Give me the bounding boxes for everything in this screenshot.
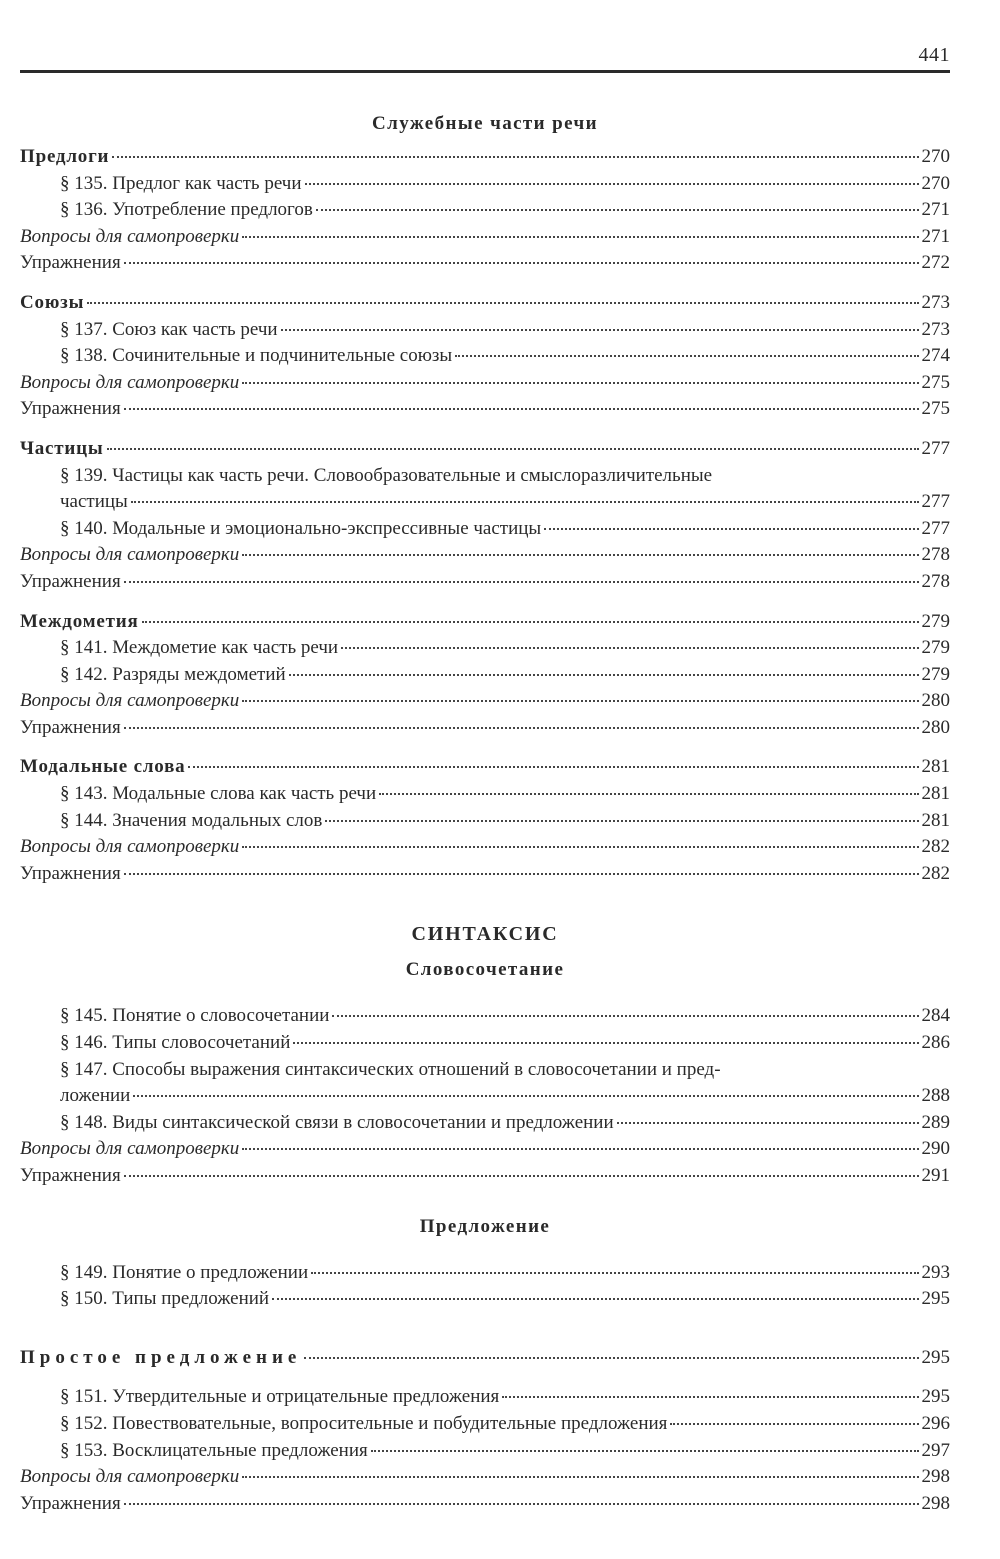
toc-entry-exercises[interactable] — [20, 1491, 950, 1518]
entry-page: 282 — [921, 862, 950, 884]
entry-title: ложении — [60, 1085, 131, 1107]
dot-leader — [124, 408, 919, 410]
dot-leader — [272, 1298, 918, 1300]
toc-entry-exercises[interactable] — [20, 1163, 950, 1190]
entry-page: 272 — [921, 252, 950, 274]
dot-leader — [242, 846, 918, 848]
dot-leader — [281, 329, 919, 331]
entry-title: Вопросы для самопроверки — [20, 690, 240, 712]
entry-title: § 142. Разряды междометий — [60, 663, 286, 685]
entry-title: Частицы — [20, 437, 104, 459]
entry-title: § 145. Понятие о словосочетании — [60, 1005, 330, 1027]
dot-leader — [289, 674, 919, 676]
entry-page: 298 — [921, 1492, 950, 1514]
dot-leader — [304, 1357, 918, 1359]
header-rule — [20, 70, 950, 73]
entry-title: Вопросы для самопроверки — [20, 371, 240, 393]
toc-entry[interactable] — [20, 781, 950, 808]
toc-entry[interactable] — [20, 343, 950, 370]
entry-title: Упражнения — [20, 398, 121, 420]
dot-leader — [325, 820, 918, 822]
entry-page: 288 — [921, 1085, 950, 1107]
toc-entry-questions[interactable] — [20, 370, 950, 397]
page-number: 441 — [918, 44, 950, 66]
dot-leader — [124, 581, 919, 583]
dot-leader — [544, 528, 918, 530]
dot-leader — [107, 448, 919, 450]
entry-page: 289 — [921, 1111, 950, 1133]
toc-entry[interactable] — [20, 808, 950, 835]
entry-page: 271 — [921, 225, 950, 247]
entry-title: § 137. Союз как часть речи — [60, 318, 278, 340]
entry-page: 295 — [921, 1386, 950, 1408]
entry-title: § 153. Восклицательные предложения — [60, 1439, 368, 1461]
entry-title: Междометия — [20, 610, 139, 632]
entry-page: 293 — [921, 1261, 950, 1283]
entry-title: Вопросы для самопроверки — [20, 544, 240, 566]
entry-title: Упражнения — [20, 716, 121, 738]
entry-page: 290 — [921, 1138, 950, 1160]
entry-page: 275 — [921, 371, 950, 393]
entry-title: § 138. Сочинительные и подчинительные союзы — [60, 345, 453, 367]
entry-page: 281 — [921, 756, 950, 778]
dot-leader — [124, 262, 919, 264]
entry-title: Союзы — [20, 291, 85, 313]
dot-leader — [142, 621, 919, 623]
dot-leader — [131, 501, 919, 503]
entry-title: § 146. Типы словосочетаний — [60, 1032, 291, 1054]
toc-entry-heading[interactable] — [20, 754, 950, 781]
entry-page: 277 — [921, 437, 950, 459]
toc-entry-questions[interactable] — [20, 1136, 950, 1163]
toc-entry[interactable] — [20, 635, 950, 662]
toc-entry-exercises[interactable] — [20, 396, 950, 423]
table-of-contents — [20, 104, 950, 1517]
dot-leader — [112, 156, 918, 158]
dot-leader — [311, 1272, 918, 1274]
dot-leader — [87, 302, 918, 304]
entry-title-line: § 139. Частицы как часть речи. Словообразовательные и смыслоразличительные — [60, 464, 713, 486]
toc-entry[interactable] — [20, 516, 950, 543]
entry-title: Вопросы для самопроверки — [20, 225, 240, 247]
entry-page: 277 — [921, 491, 950, 513]
dot-leader — [316, 209, 919, 211]
entry-title: § 150. Типы предложений — [60, 1288, 270, 1310]
toc-entry[interactable] — [20, 1411, 950, 1438]
entry-title: Простое предложение — [20, 1346, 302, 1368]
toc-entry-questions[interactable] — [20, 688, 950, 715]
entry-page: 281 — [921, 783, 950, 805]
entry-title: § 141. Междометие как часть речи — [60, 637, 339, 659]
entry-title: Предлоги — [20, 146, 110, 167]
entry-page: 295 — [921, 1346, 950, 1368]
dot-leader — [124, 1175, 919, 1177]
dot-leader — [341, 647, 918, 649]
toc-entry[interactable] — [20, 1438, 950, 1465]
subsection-title: Словосочетание — [405, 959, 565, 981]
entry-page: 279 — [921, 663, 950, 685]
toc-entry[interactable] — [20, 1260, 950, 1287]
toc-entry[interactable] — [20, 197, 950, 224]
entry-title: § 148. Виды синтаксической связи в словосочетании и предложении — [60, 1111, 614, 1133]
entry-page: 277 — [921, 517, 950, 539]
dot-leader — [242, 382, 918, 384]
entry-page: 291 — [921, 1165, 950, 1186]
toc-entry[interactable] — [20, 1003, 950, 1030]
dot-leader — [188, 766, 918, 768]
entry-title: § 143. Модальные слова как часть речи — [60, 783, 377, 805]
entry-title: Вопросы для самопроверки — [20, 1138, 240, 1160]
dot-leader — [242, 1476, 918, 1478]
entry-page: 278 — [921, 544, 950, 566]
dot-leader — [670, 1423, 918, 1425]
entry-title: Вопросы для самопроверки — [20, 1466, 240, 1488]
toc-entry[interactable] — [20, 1030, 950, 1057]
entry-page: 273 — [921, 291, 950, 313]
entry-page: 273 — [921, 318, 950, 340]
dot-leader — [305, 183, 919, 185]
entry-title: Вопросы для самопроверки — [20, 836, 240, 858]
entry-title: Модальные слова — [20, 756, 186, 778]
toc-entry[interactable] — [20, 1286, 950, 1313]
entry-title: частицы — [60, 491, 128, 513]
entry-title: § 149. Понятие о предложении — [60, 1261, 309, 1283]
entry-page: 295 — [921, 1288, 950, 1310]
dot-leader — [455, 355, 918, 357]
entry-page: 296 — [921, 1412, 950, 1434]
entry-title: § 144. Значения модальных слов — [60, 809, 323, 831]
dot-leader — [242, 1148, 918, 1150]
part-title: СИНТАКСИС — [411, 923, 559, 946]
dot-leader — [242, 554, 918, 556]
entry-page: 280 — [921, 716, 950, 738]
entry-title: Упражнения — [20, 570, 121, 592]
dot-leader — [124, 727, 919, 729]
entry-page: 282 — [921, 836, 950, 858]
dot-leader — [379, 793, 918, 795]
toc-entry[interactable] — [20, 317, 950, 344]
toc-entry-questions[interactable] — [20, 1464, 950, 1491]
entry-title: § 140. Модальные и эмоционально-экспрессивные частицы — [60, 517, 542, 539]
entry-page: 279 — [921, 637, 950, 659]
toc-entry-exercises[interactable] — [20, 715, 950, 742]
dot-leader — [332, 1015, 918, 1017]
entry-page: 274 — [921, 345, 950, 367]
dot-leader — [124, 1503, 919, 1505]
toc-entry-questions[interactable] — [20, 834, 950, 861]
dot-leader — [617, 1122, 919, 1124]
entry-page: 271 — [921, 199, 950, 221]
toc-entry[interactable] — [20, 1110, 950, 1137]
entry-title: § 152. Повествовательные, вопросительные и побудительные предложения — [60, 1412, 668, 1434]
entry-title: Упражнения — [20, 1165, 121, 1186]
toc-entry[interactable] — [20, 662, 950, 689]
entry-page: 275 — [921, 398, 950, 420]
entry-page: 280 — [921, 690, 950, 712]
dot-leader — [242, 700, 918, 702]
entry-page: 281 — [921, 809, 950, 831]
toc-entry-heading[interactable] — [20, 609, 950, 636]
toc-entry-questions[interactable] — [20, 224, 950, 251]
entry-title: § 135. Предлог как часть речи — [60, 172, 302, 194]
entry-page: 278 — [921, 570, 950, 592]
toc-entry-exercises[interactable] — [20, 250, 950, 277]
toc-entry-heading[interactable] — [20, 290, 950, 317]
entry-page: 270 — [921, 172, 950, 194]
page-header — [20, 0, 950, 74]
toc-entry-heading[interactable] — [20, 144, 950, 171]
entry-page: 298 — [921, 1466, 950, 1488]
subsection-title: Предложение — [419, 1215, 551, 1237]
dot-leader — [242, 236, 918, 238]
entry-page: 270 — [921, 146, 950, 167]
dot-leader — [133, 1095, 918, 1097]
dot-leader — [502, 1396, 918, 1398]
entry-title-line: § 147. Способы выражения синтаксических отношений в словосочетании и пред- — [60, 1058, 721, 1080]
dot-leader — [293, 1042, 918, 1044]
toc-entry[interactable] — [20, 1083, 950, 1110]
entry-title: Упражнения — [20, 252, 121, 274]
entry-page: 279 — [921, 610, 950, 632]
dot-leader — [371, 1450, 919, 1452]
toc-entry-exercises[interactable] — [20, 569, 950, 596]
entry-title: § 136. Употребление предлогов — [60, 199, 313, 221]
dot-leader — [124, 873, 919, 875]
toc-entry[interactable] — [20, 171, 950, 198]
toc-entry-questions[interactable] — [20, 542, 950, 569]
entry-title: § 151. Утвердительные и отрицательные предложения — [60, 1386, 500, 1408]
entry-page: 284 — [921, 1005, 950, 1027]
toc-entry-heading[interactable] — [20, 1345, 950, 1372]
toc-entry[interactable] — [20, 1384, 950, 1411]
toc-entry-heading[interactable] — [20, 436, 950, 463]
entry-title: Упражнения — [20, 1492, 121, 1514]
entry-title: Упражнения — [20, 862, 121, 884]
toc-entry-exercises[interactable] — [20, 861, 950, 888]
entry-page: 297 — [921, 1439, 950, 1461]
toc-entry[interactable] — [20, 489, 950, 516]
entry-page: 286 — [921, 1032, 950, 1054]
section-title: Служебные части речи — [372, 113, 598, 134]
